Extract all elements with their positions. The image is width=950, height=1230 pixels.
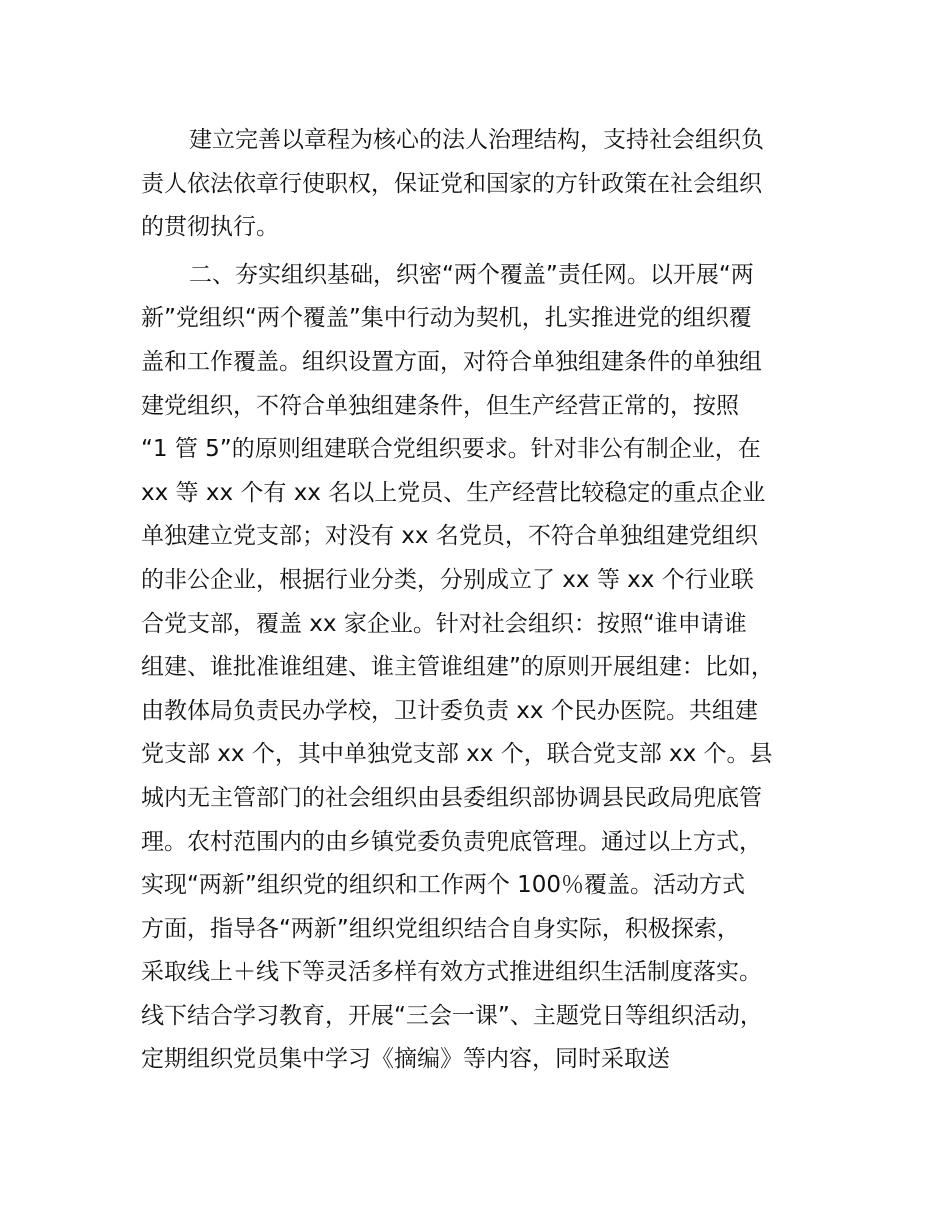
text-line: 的非公企业，根据行业分类，分别成立了 xx 等 xx 个行业联 bbox=[141, 566, 754, 593]
text-line: 组建、谁批准谁组建、谁主管谁组建”的原则开展组建：比如， bbox=[141, 654, 774, 681]
text-line: 合党支部，覆盖 xx 家企业。针对社会组织：按照“谁申请谁 bbox=[141, 610, 747, 637]
text-line: xx 等 xx 个有 xx 名以上党员、生产经营比较稳定的重点企业 bbox=[141, 479, 766, 506]
text-line: 二、夯实组织基础，织密“两个覆盖”责任网。以开展“两 bbox=[189, 261, 754, 288]
text-line: 新”党组织“两个覆盖”集中行动为契机，扎实推进党的组织覆 bbox=[141, 305, 752, 332]
text-line: 理。农村范围内的由乡镇党委负责兜底管理。通过以上方式， bbox=[141, 828, 762, 855]
text-line: 定期组织党员集中学习《摘编》等内容，同时采取送 bbox=[141, 1046, 670, 1073]
text-line: 单独建立党支部；对没有 xx 名党员，不符合单独组建党组织 bbox=[141, 523, 758, 550]
text-line: 建党组织，不符合单独组建条件，但生产经营正常的，按照 bbox=[141, 392, 739, 419]
paragraph-2 bbox=[141, 254, 841, 1082]
text-line: 方面，指导各“两新”组织党组织结合自身实际，积极探索， bbox=[141, 915, 740, 942]
text-line: 盖和工作覆盖。组织设置方面，对符合单独组建条件的单独组 bbox=[141, 348, 762, 375]
text-line: 实现“两新”组织党的组织和工作两个 100％覆盖。活动方式 bbox=[141, 872, 746, 899]
text-line: 采取线上＋线下等灵活多样有效方式推进组织生活制度落实。 bbox=[141, 959, 762, 986]
text-line: 责人依法依章行使职权，保证党和国家的方针政策在社会组织 bbox=[141, 170, 762, 197]
paragraph-1 bbox=[141, 119, 841, 250]
text-line: 城内无主管部门的社会组织由县委组织部协调县民政局兜底管 bbox=[141, 784, 762, 811]
text-line: 建立完善以章程为核心的法人治理结构，支持社会组织负 bbox=[189, 127, 764, 153]
text-line: 党支部 xx 个，其中单独党支部 xx 个，联合党支部 xx 个。县 bbox=[141, 741, 773, 768]
text-line: 线下结合学习教育，开展“三会一课”、主题党日等组织活动， bbox=[141, 1002, 763, 1029]
text-line: 由教体局负责民办学校，卫计委负责 xx 个民办医院。共组建 bbox=[141, 697, 758, 724]
body-text bbox=[141, 119, 841, 1082]
text-line: 的贯彻执行。 bbox=[141, 214, 279, 241]
text-line: “1 管 5”的原则组建联合党组织要求。针对非公有制企业，在 bbox=[141, 436, 761, 463]
